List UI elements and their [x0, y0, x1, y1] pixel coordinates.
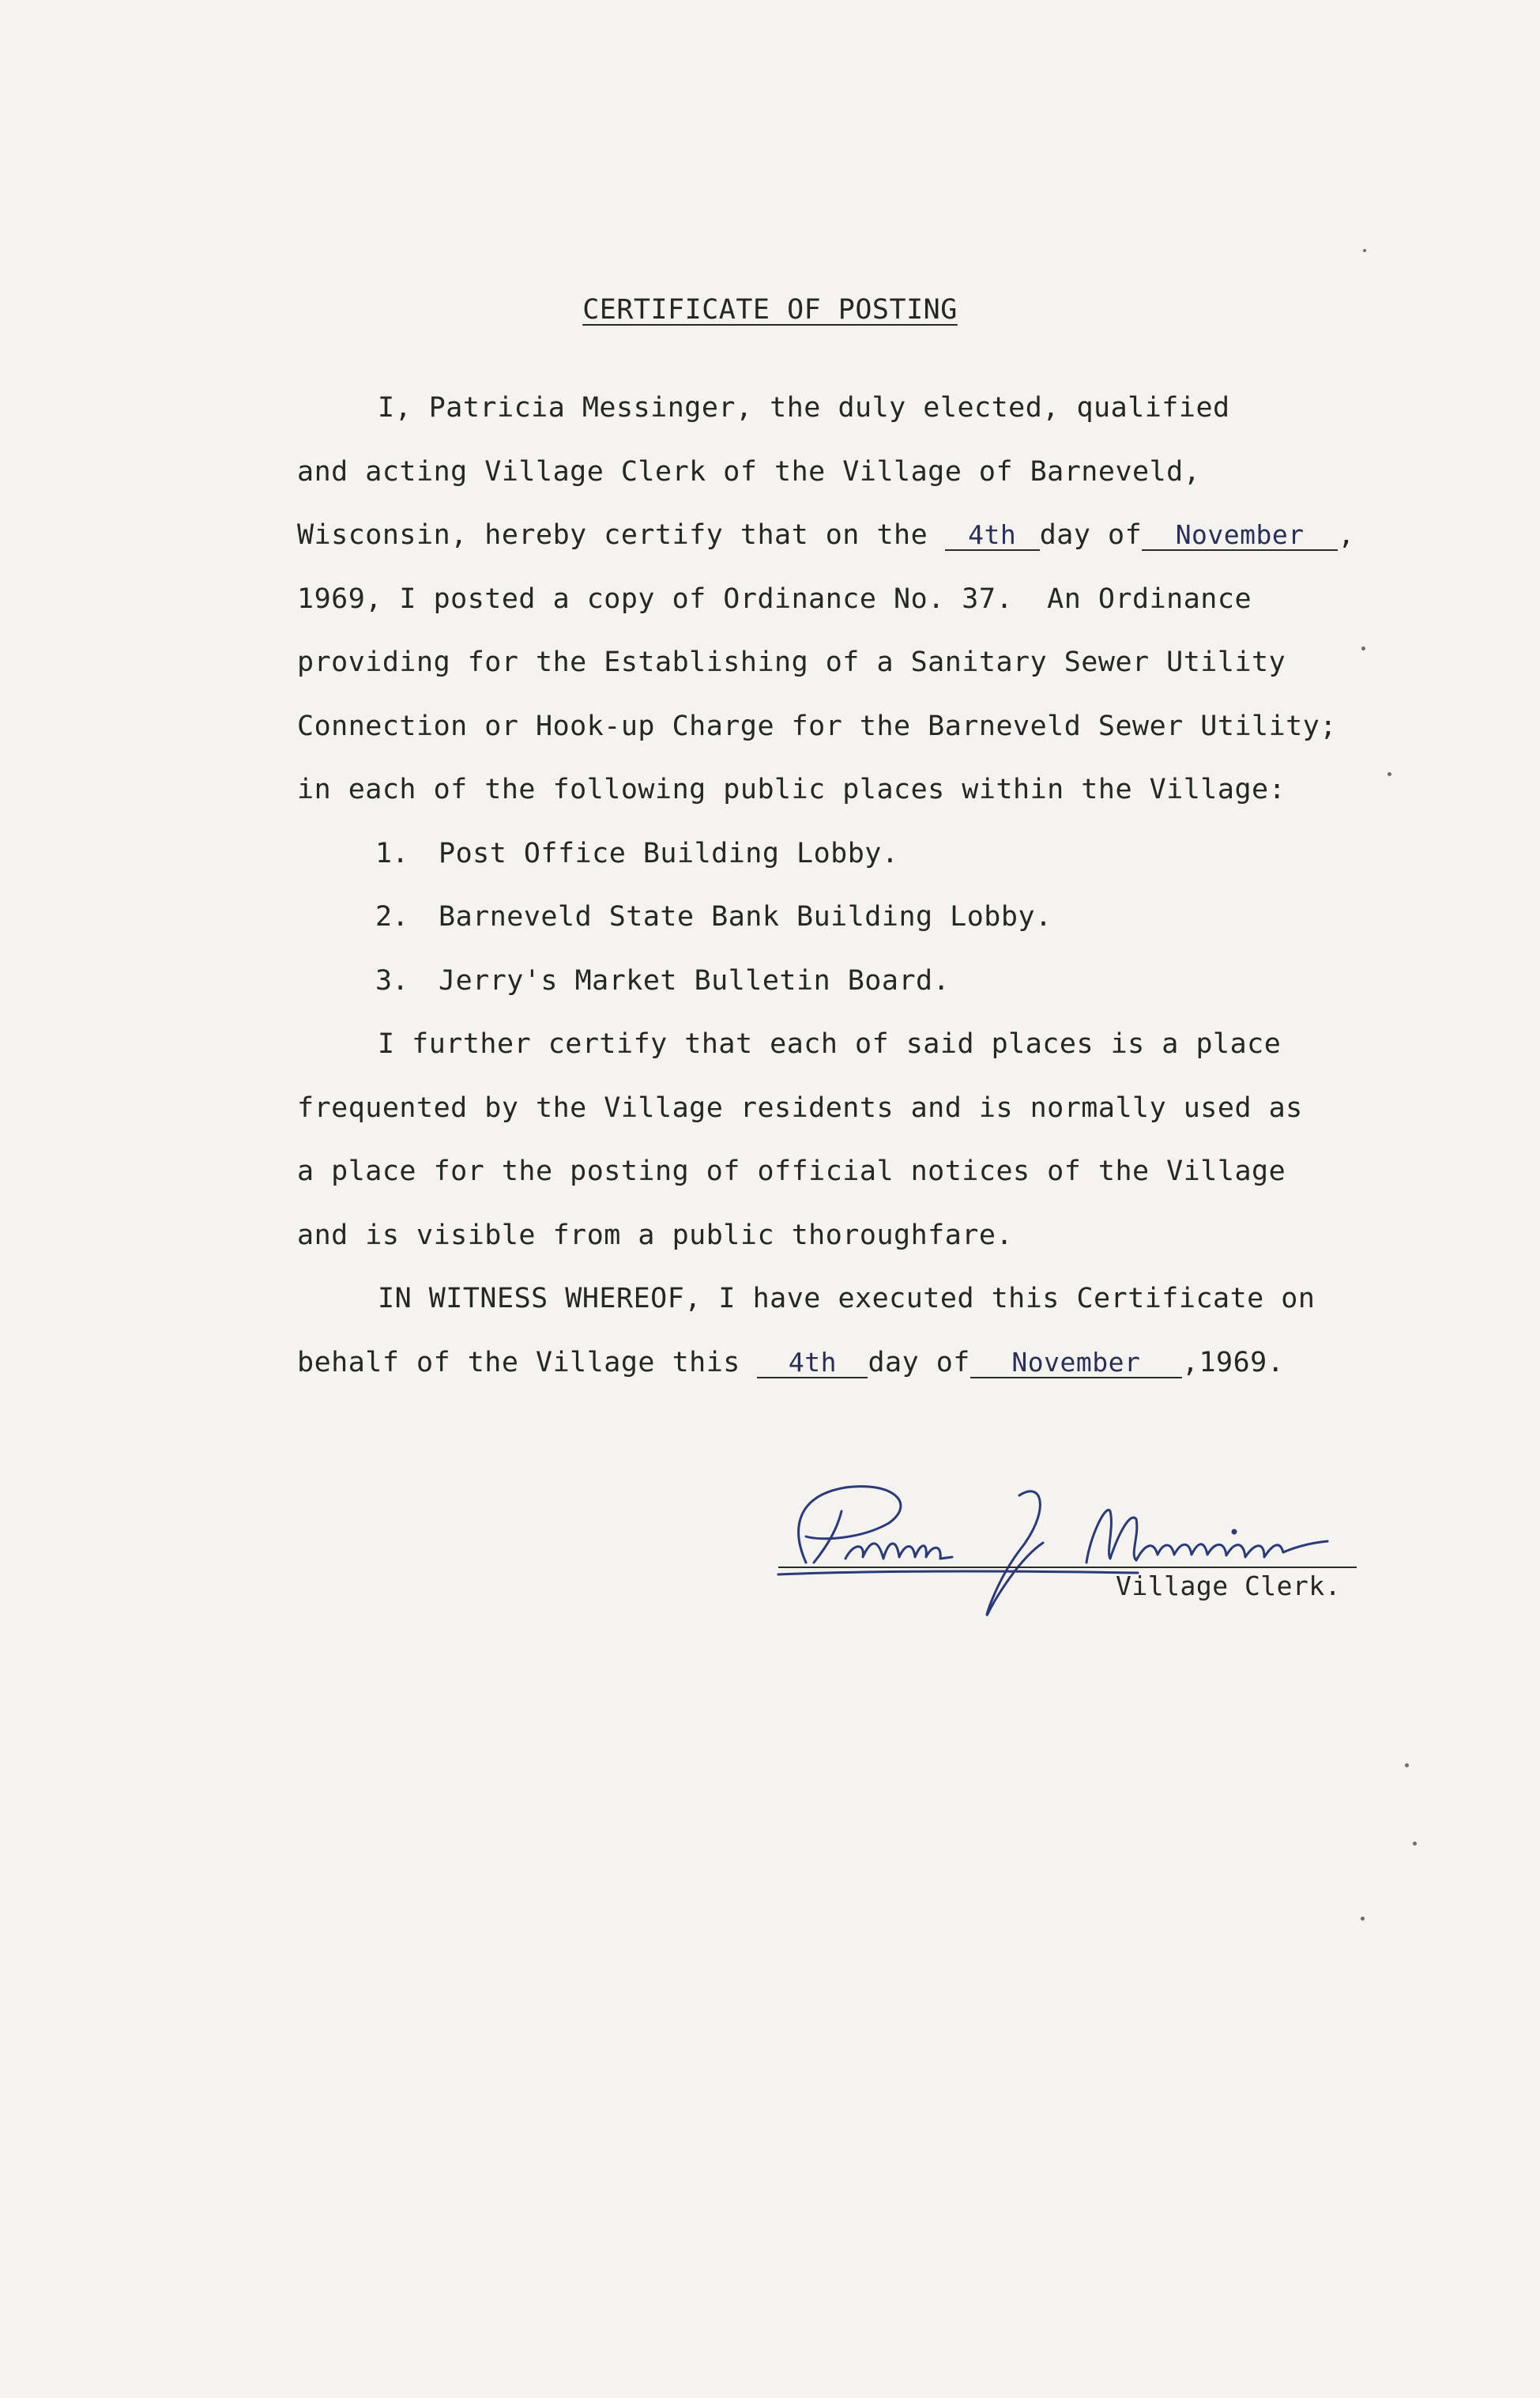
paper-speck [1405, 1763, 1409, 1767]
para2-line2: frequented by the Village residents and is normally used as [297, 1092, 1303, 1124]
list-item-2-text: Barneveld State Bank Building Lobby. [439, 901, 1052, 933]
para3-line1: IN WITNESS WHEREOF, I have executed this Certificate on [378, 1283, 1316, 1314]
para2-line3: a place for the posting of official notices of the Village [297, 1156, 1286, 1187]
list-item-1-text: Post Office Building Lobby. [439, 838, 899, 869]
para1-line4: 1969, I posted a copy of Ordinance No. 37. An Ordinance [297, 583, 1252, 615]
para3-line2-post: ,1969. [1181, 1347, 1285, 1378]
para2-line4: and is visible from a public thoroughfare. [297, 1220, 1014, 1251]
list-item-3-number: 3. [375, 965, 409, 997]
day-fill-1: 4th [945, 522, 1040, 551]
signature-line [778, 1567, 1357, 1568]
para1-line3-pre: Wisconsin, hereby certify that on the [297, 519, 945, 551]
paper-speck [1361, 647, 1365, 650]
paper-speck [1363, 249, 1366, 252]
para1-line1: I, Patricia Messinger, the duly elected, qualified [378, 392, 1230, 424]
para1-line7: in each of the following public places within the Village: [297, 774, 1286, 805]
para1-line5: providing for the Establishing of a Sanitary Sewer Utility [297, 647, 1286, 678]
paper-speck [1388, 772, 1391, 776]
list-item-2-number: 2. [375, 901, 409, 933]
paper-speck [1413, 1842, 1417, 1846]
para1-line3 [297, 519, 1355, 551]
list-item-3-text: Jerry's Market Bulletin Board. [439, 965, 951, 997]
para1-line2: and acting Village Clerk of the Village of Barneveld, [297, 456, 1201, 488]
para1-line3-post: , [1338, 519, 1355, 551]
para3-line2-pre: behalf of the Village this [297, 1347, 758, 1378]
month-fill-2: November [970, 1349, 1182, 1378]
list-item-1-number: 1. [375, 838, 409, 869]
para1-line6: Connection or Hook-up Charge for the Barneveld Sewer Utility; [297, 711, 1337, 742]
para1-line3-mid: day of [1039, 519, 1143, 551]
para2-line1: I further certify that each of said places is a place [378, 1028, 1282, 1060]
paper-speck [1361, 1917, 1365, 1921]
day-fill-2: 4th [757, 1349, 868, 1378]
month-fill-1: November [1142, 522, 1338, 551]
signature-title: Village Clerk. [1116, 1570, 1342, 1601]
document-title: CERTIFICATE OF POSTING [582, 294, 958, 326]
para3-line2-mid: day of [868, 1347, 970, 1378]
para3-line2 [297, 1347, 1284, 1378]
